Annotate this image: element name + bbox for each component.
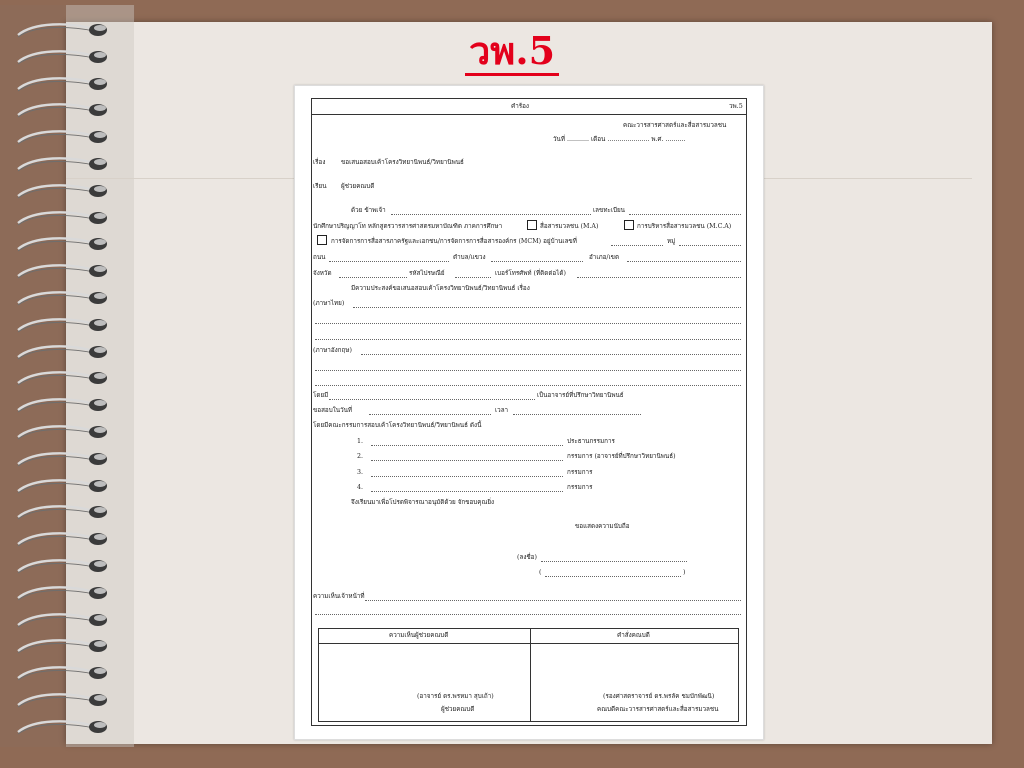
amphoe-label: อำเภอ/เขต [589, 254, 620, 261]
subject-label: เรื่อง [313, 159, 326, 166]
advisor-dots [329, 399, 535, 400]
spiral-ring-icon [14, 208, 110, 228]
spiral-ring-icon [14, 234, 110, 254]
table-header-line [319, 643, 738, 644]
advisor-suffix: เป็นอาจารย์ที่ปรึกษาวิทยานิพนธ์ [537, 392, 624, 399]
date-line: วันที่ ........... เดือน ..................... พ.ศ. .......... [553, 136, 686, 143]
spiral-ring-icon [14, 449, 110, 469]
english-dots-3 [315, 385, 741, 386]
committee-role: กรรมการ (อาจารย์ที่ปรึกษาวิทยานิพนธ์) [567, 453, 676, 460]
committee-intro: โดยมีคณะกรรมการสอบเค้าโครงวิทยานิพนธ์/วิทยานิพนธ์ ดังนี้ [313, 422, 482, 429]
spiral-ring-icon [14, 181, 110, 201]
to-label: เรียน [313, 183, 327, 190]
name-dots [391, 214, 591, 215]
col1-header: ความเห็นผู้ช่วยคณบดี [389, 632, 449, 639]
house-number-dots [611, 245, 663, 246]
student-id-dots [629, 214, 741, 215]
header-divider [311, 114, 747, 115]
form-header-title: คำร้อง [511, 103, 529, 110]
spiral-ring-icon [14, 261, 110, 281]
spiral-ring-icon [14, 476, 110, 496]
to-text: ผู้ช่วยคณบดี [341, 183, 375, 190]
signature-name-dots [545, 576, 681, 577]
spiral-ring-icon [14, 610, 110, 630]
spiral-ring-icon [14, 717, 110, 737]
tambon-label: ตำบล/แขวง [453, 254, 486, 261]
spiral-ring-icon [14, 422, 110, 442]
committee-no: 1. [357, 438, 364, 445]
staff-opinion-label: ความเห็นเจ้าหน้าที่ [313, 593, 365, 600]
spiral-ring-icon [14, 395, 110, 415]
postcode-label: รหัสไปรษณีย์ [409, 270, 445, 277]
checkbox-mcm[interactable] [317, 235, 327, 245]
signature-label: (ลงชื่อ) [517, 554, 537, 561]
postcode-dots [455, 277, 491, 278]
spiral-ring-icon [14, 636, 110, 656]
student-id-label: เลขทะเบียน [593, 207, 625, 214]
col1-title: ผู้ช่วยคณบดี [441, 706, 475, 713]
thai-dots-2 [315, 323, 741, 324]
name-label: ด้วย ข้าพเจ้า [351, 207, 386, 214]
checkbox-mca[interactable] [624, 220, 634, 230]
exam-date-dots [369, 414, 491, 415]
purpose-line: มีความประสงค์ขอเสนอสอบเค้าโครงวิทยานิพนธ์/วิทยานิพนธ์ เรื่อง [351, 285, 530, 292]
phone-label: เบอร์โทรศัพท์ (ที่ติดต่อได้) [495, 270, 566, 277]
signature-open-paren: ( [539, 569, 542, 576]
amphoe-dots [627, 261, 741, 262]
spiral-ring-icon [14, 342, 110, 362]
thai-dots-1 [353, 307, 741, 308]
committee-role: ประธานกรรมการ [567, 438, 615, 445]
committee-no: 3. [357, 469, 364, 476]
road-dots [329, 261, 449, 262]
subject-text: ขอเสนอสอบเค้าโครงวิทยานิพนธ์/วิทยานิพนธ์ [341, 159, 464, 166]
road-label: ถนน [313, 254, 326, 261]
committee-role: กรรมการ [567, 469, 593, 476]
slide-title [0, 20, 1024, 81]
spiral-ring-icon [14, 556, 110, 576]
respect-text: ขอแสดงความนับถือ [575, 523, 630, 530]
spiral-ring-icon [14, 583, 110, 603]
col2-title: คณบดีคณะวารสารศาสตร์และสื่อสารมวลชน [597, 706, 719, 713]
province-dots [339, 277, 407, 278]
spiral-ring-icon [14, 288, 110, 308]
thai-label: (ภาษาไทย) [313, 300, 345, 307]
english-dots-1 [361, 354, 741, 355]
english-dots-2 [315, 370, 741, 371]
checkbox-ma[interactable] [527, 220, 537, 230]
form-code: วพ.5 [729, 103, 743, 110]
closing-text: จึงเรียนมาเพื่อโปรดพิจารณาอนุมัติด้วย จักขอบคุณยิ่ง [351, 499, 495, 506]
faculty-name: คณะวารสารศาสตร์และสื่อสารมวลชน [623, 122, 727, 129]
exam-time-dots [513, 414, 641, 415]
committee-no: 2. [357, 453, 364, 460]
spiral-ring-icon [14, 529, 110, 549]
spiral-ring-icon [14, 127, 110, 147]
tambon-dots [491, 261, 583, 262]
committee-dots [371, 445, 563, 446]
option-mca: การบริหารสื่อสารมวลชน (M.C.A) [637, 223, 732, 230]
exam-date-label: ขอสอบในวันที่ [313, 407, 353, 414]
phone-dots [577, 277, 741, 278]
staff-opinion-dots-2 [315, 614, 741, 615]
committee-dots [371, 476, 563, 477]
english-label: (ภาษาอังกฤษ) [313, 347, 352, 354]
col1-name: (อาจารย์ ดร.พรหมา สุบเถ้า) [417, 693, 494, 700]
committee-role: กรรมการ [567, 484, 593, 491]
committee-dots [371, 460, 563, 461]
option-mcm: การจัดการการสื่อสารภาครัฐและเอกชน/การจัดการการสื่อสารองค์กร (MCM) อยู่บ้านเลขที่ [331, 238, 577, 245]
spiral-ring-icon [14, 690, 110, 710]
spiral-ring-icon [14, 663, 110, 683]
exam-time-label: เวลา [495, 407, 509, 414]
committee-no: 4. [357, 484, 364, 491]
thai-dots-3 [315, 339, 741, 340]
spiral-ring-icon [14, 100, 110, 120]
spiral-ring-icon [14, 502, 110, 522]
province-label: จังหวัด [313, 270, 332, 277]
option-ma: สื่อสารมวลชน (M.A) [540, 223, 599, 230]
form-document [294, 85, 764, 740]
program-line: นักศึกษาปริญญาโท หลักสูตรวารสารศาสตรมหาบัณฑิต ภาคการศึกษา [313, 223, 503, 230]
col2-header: คำสั่งคณบดี [617, 632, 650, 639]
spiral-ring-icon [14, 154, 110, 174]
staff-opinion-dots-1 [365, 600, 741, 601]
moo-dots [679, 245, 741, 246]
col2-name: (รองศาสตราจารย์ ดร.พรลัค ชมบักพัฒนิ) [603, 693, 715, 700]
spiral-ring-icon [14, 315, 110, 335]
slide-title-text: วพ.5 [465, 28, 559, 76]
spiral-ring-icon [14, 368, 110, 388]
signature-close-paren: ) [683, 569, 686, 576]
moo-label: หมู่ [667, 238, 676, 245]
approval-table [318, 628, 739, 722]
advisor-prefix: โดยมี [313, 392, 329, 399]
committee-dots [371, 491, 563, 492]
signature-dots [541, 561, 687, 562]
